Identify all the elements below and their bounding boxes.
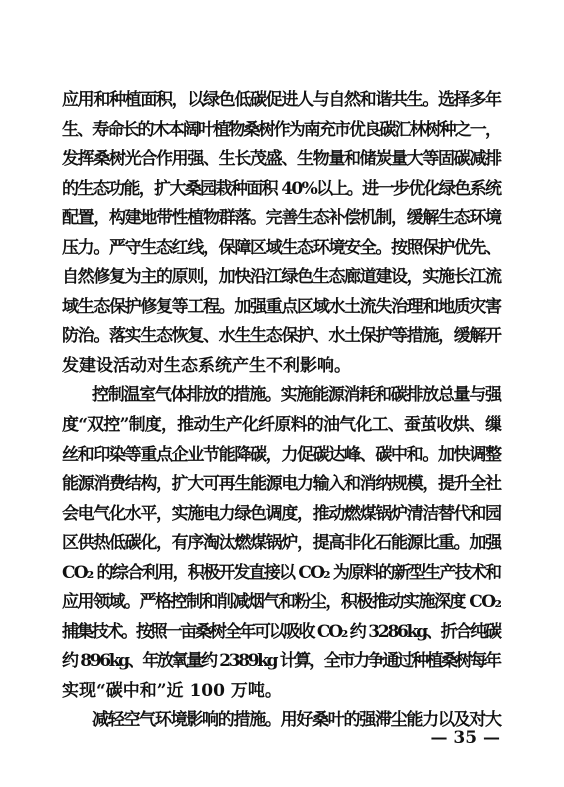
text-line: 应用和种植面积，以绿色低碳促进人与自然和谐共生。选择多年 xyxy=(62,90,501,110)
text-line: 发挥桑树光合作用强、生长茂盛、生物量和储炭量大等固碳减排 xyxy=(62,149,501,170)
text-line: 配置，构建地带性植物群落。完善生态补偿机制，缓解生态环境 xyxy=(62,208,501,229)
text-line: 会电气化水平，实施电力绿色调度，推动燃煤锅炉清洁替代和园 xyxy=(62,503,501,524)
paragraph-heading-line: 减轻空气环境影响的措施。用好桑叶的强滞尘能力以及对大 xyxy=(92,710,501,731)
text-line: CO₂ 的综合利用，积极开发直接以 CO₂ 为原料的新型生产技术和 xyxy=(62,562,501,583)
text-line: 发建设活动对生态系统产生不利影响。 xyxy=(62,355,351,376)
text-line: 应用领域。严格控制和削减烟气和粉尘，积极推动实施深度 CO₂ xyxy=(62,592,501,613)
text-line: 度“双控”制度，推动生产化纤原料的油气化工、蚕茧收烘、缫 xyxy=(62,415,502,436)
text-line: 的生态功能，扩大桑园栽种面积 40%以上。进一步优化绿色系统 xyxy=(62,178,501,199)
text-line: 压力。严守生态红线，保障区域生态环境安全。按照保护优先、 xyxy=(62,237,501,258)
text-line: 约 896kg、年放氧量约 2389kg 计算，全市力争通过种植桑树每年 xyxy=(62,651,500,672)
text-line: 生、寿命长的木本阔叶植物桑树作为南充市优良碳汇林树种之一， xyxy=(62,119,501,140)
text-line: 区供热低碳化，有序淘汰燃煤锅炉，提高非化石能源比重。加强 xyxy=(62,533,501,554)
text-line: 域生态保护修复等工程。加强重点区域水土流失治理和地质灾害 xyxy=(62,296,501,317)
text-line: 防治。落实生态恢复、水生生态保护、水土保护等措施，缓解开 xyxy=(62,326,501,347)
document-body xyxy=(62,86,502,736)
text-line: 丝和印染等重点企业节能降碳，力促碳达峰、碳中和。加快调整 xyxy=(62,444,501,465)
page-number: — 35 — xyxy=(430,728,500,748)
text-line: 自然修复为主的原则，加快沿江绿色生态廊道建设，实施长江流 xyxy=(62,267,501,288)
text-line: 能源消费结构，扩大可再生能源电力输入和消纳规模，提升全社 xyxy=(62,474,501,495)
text-line: 捕集技术。按照一亩桑树全年可以吸收 CO₂ 约 3286kg、折合纯碳 xyxy=(62,621,500,642)
paragraph-heading-line: 控制温室气体排放的措施。实施能源消耗和碳排放总量与强 xyxy=(92,385,501,406)
text-line: 实现“碳中和”近 100 万吨。 xyxy=(62,680,282,701)
